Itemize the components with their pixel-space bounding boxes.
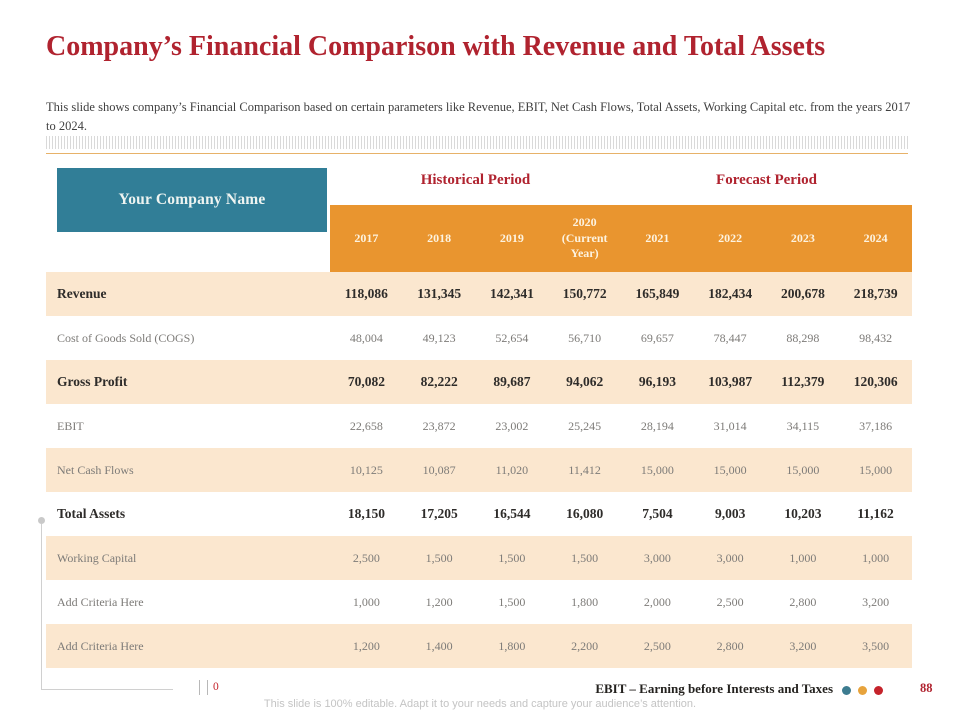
value-cell: 120,306 bbox=[853, 374, 898, 389]
value-cell: 2,500 bbox=[643, 638, 671, 653]
value-cell: 182,434 bbox=[708, 286, 753, 301]
value-cell: 2,000 bbox=[643, 594, 671, 609]
value-cell: 9,003 bbox=[714, 506, 746, 521]
value-cell: 34,115 bbox=[786, 418, 820, 433]
value-cell: 2,500 bbox=[716, 594, 744, 609]
table-body bbox=[46, 272, 912, 668]
value-cell: 69,657 bbox=[640, 330, 674, 345]
value-cell: 1,500 bbox=[498, 594, 526, 609]
value-cell: 28,194 bbox=[640, 418, 674, 433]
row-label[interactable]: Add Criteria Here bbox=[57, 594, 144, 609]
value-cell: 23,872 bbox=[422, 418, 456, 433]
year-header-cell: 2024 bbox=[863, 230, 888, 245]
value-cell: 2,800 bbox=[789, 594, 817, 609]
row-label: Net Cash Flows bbox=[57, 462, 134, 477]
value-cell: 23,002 bbox=[495, 418, 529, 433]
value-cell: 131,345 bbox=[417, 286, 462, 301]
slide-subtitle: This slide shows company’s Financial Comparison based on certain parameters like Revenue, EBIT, Net Cash Flows, Total Assets, Working Capital etc. from the years 2017 to 2024. bbox=[46, 99, 911, 133]
value-cell: 17,205 bbox=[420, 506, 458, 521]
value-cell: 1,000 bbox=[352, 594, 380, 609]
company-name-placeholder[interactable]: Your Company Name bbox=[57, 168, 327, 232]
value-cell: 49,123 bbox=[422, 330, 456, 345]
value-cell: 165,849 bbox=[635, 286, 680, 301]
value-cell: 7,504 bbox=[642, 506, 673, 521]
row-label: Total Assets bbox=[57, 506, 126, 521]
row-label: Revenue bbox=[57, 286, 107, 301]
value-cell: 56,710 bbox=[568, 330, 602, 345]
value-cell: 3,200 bbox=[862, 594, 890, 609]
footer-dot bbox=[842, 686, 851, 695]
row-label: Gross Profit bbox=[57, 374, 128, 389]
table-row bbox=[46, 580, 912, 624]
table-row bbox=[46, 536, 912, 580]
value-cell: 37,186 bbox=[859, 418, 893, 433]
row-label: Cost of Goods Sold (COGS) bbox=[57, 330, 195, 345]
value-cell: 1,000 bbox=[862, 550, 890, 565]
value-cell: 94,062 bbox=[566, 374, 604, 389]
annotation-connector-horizontal bbox=[41, 689, 173, 690]
value-cell: 88,298 bbox=[786, 330, 820, 345]
value-cell: 15,000 bbox=[713, 462, 747, 477]
table-row bbox=[46, 448, 912, 492]
value-cell: 2,500 bbox=[352, 550, 380, 565]
value-cell: 15,000 bbox=[859, 462, 893, 477]
forecast-period-header: Forecast Period bbox=[716, 172, 817, 188]
table-row bbox=[46, 272, 912, 316]
value-cell: 52,654 bbox=[495, 330, 529, 345]
value-cell: 98,432 bbox=[859, 330, 893, 345]
historical-period-header: Historical Period bbox=[420, 172, 531, 188]
value-cell: 1,000 bbox=[789, 550, 817, 565]
decorative-barcode-strip bbox=[46, 136, 908, 149]
value-cell: 2,200 bbox=[571, 638, 599, 653]
value-cell: 103,987 bbox=[708, 374, 753, 389]
value-cell: 1,200 bbox=[425, 594, 453, 609]
footer-dot bbox=[858, 686, 867, 695]
year-header-cell: 2023 bbox=[790, 230, 815, 245]
value-cell: 150,772 bbox=[562, 286, 607, 301]
value-cell: 3,200 bbox=[789, 638, 817, 653]
row-label: Working Capital bbox=[57, 550, 137, 565]
footer-tick-mark bbox=[207, 680, 208, 695]
table-row bbox=[46, 316, 912, 360]
value-cell: 70,082 bbox=[347, 374, 385, 389]
value-cell: 1,500 bbox=[571, 550, 599, 565]
value-cell: 15,000 bbox=[640, 462, 674, 477]
value-cell: 142,341 bbox=[489, 286, 534, 301]
year-header-cell: 2022 bbox=[718, 230, 743, 245]
table-row bbox=[46, 360, 912, 404]
financial-comparison-table bbox=[46, 165, 912, 668]
value-cell: 16,080 bbox=[566, 506, 604, 521]
value-cell: 2,800 bbox=[716, 638, 744, 653]
table-row bbox=[46, 624, 912, 668]
value-cell: 25,245 bbox=[568, 418, 602, 433]
value-cell: 16,544 bbox=[493, 506, 531, 521]
footer-dots bbox=[842, 686, 883, 695]
footer-dot bbox=[874, 686, 883, 695]
value-cell: 112,379 bbox=[781, 374, 825, 389]
ebit-definition-note: EBIT – Earning before Interests and Taxes bbox=[595, 681, 833, 696]
value-cell: 1,400 bbox=[425, 638, 453, 653]
year-header-cell: 2021 bbox=[645, 230, 670, 245]
table-row bbox=[46, 404, 912, 448]
value-cell: 10,203 bbox=[784, 506, 822, 521]
year-header-cell: 2019 bbox=[499, 230, 524, 245]
annotation-connector-vertical bbox=[41, 524, 42, 689]
value-cell: 1,200 bbox=[352, 638, 380, 653]
row-label: EBIT bbox=[57, 418, 84, 433]
page-title: Company’s Financial Comparison with Revenue and Total Assets bbox=[46, 30, 826, 62]
value-cell: 3,000 bbox=[643, 550, 671, 565]
annotation-dot bbox=[38, 517, 45, 524]
value-cell: 82,222 bbox=[420, 374, 458, 389]
value-cell: 11,162 bbox=[857, 506, 894, 521]
value-cell: 10,125 bbox=[349, 462, 383, 477]
value-cell: 3,500 bbox=[862, 638, 890, 653]
value-cell: 10,087 bbox=[422, 462, 456, 477]
value-cell: 218,739 bbox=[853, 286, 898, 301]
value-cell: 31,014 bbox=[713, 418, 747, 433]
value-cell: 1,800 bbox=[498, 638, 526, 653]
footer-marker-zero: 0 bbox=[213, 681, 219, 693]
value-cell: 18,150 bbox=[347, 506, 385, 521]
value-cell: 89,687 bbox=[493, 374, 531, 389]
year-header-cell: 2018 bbox=[427, 230, 452, 245]
value-cell: 3,000 bbox=[716, 550, 744, 565]
value-cell: 11,412 bbox=[568, 462, 601, 477]
footer-tick-mark bbox=[199, 680, 200, 695]
editable-note: This slide is 100% editable. Adapt it to your needs and capture your audience’s attention. bbox=[263, 698, 697, 710]
page-number: 88 bbox=[920, 681, 933, 695]
value-cell: 1,500 bbox=[498, 550, 526, 565]
value-cell: 48,004 bbox=[349, 330, 383, 345]
value-cell: 118,086 bbox=[344, 286, 388, 301]
year-header-row bbox=[330, 205, 912, 272]
value-cell: 1,500 bbox=[425, 550, 453, 565]
table-header bbox=[46, 165, 912, 272]
value-cell: 200,678 bbox=[780, 286, 825, 301]
value-cell: 15,000 bbox=[786, 462, 820, 477]
year-header-cell: 2017 bbox=[354, 230, 379, 245]
value-cell: 96,193 bbox=[638, 374, 676, 389]
table-row bbox=[46, 492, 912, 536]
row-label[interactable]: Add Criteria Here bbox=[57, 638, 144, 653]
value-cell: 22,658 bbox=[349, 418, 383, 433]
divider-line bbox=[46, 153, 908, 154]
value-cell: 11,020 bbox=[495, 462, 529, 477]
value-cell: 78,447 bbox=[713, 330, 747, 345]
value-cell: 1,800 bbox=[571, 594, 599, 609]
year-header-cell: 2020 (Current Year) bbox=[561, 215, 608, 261]
